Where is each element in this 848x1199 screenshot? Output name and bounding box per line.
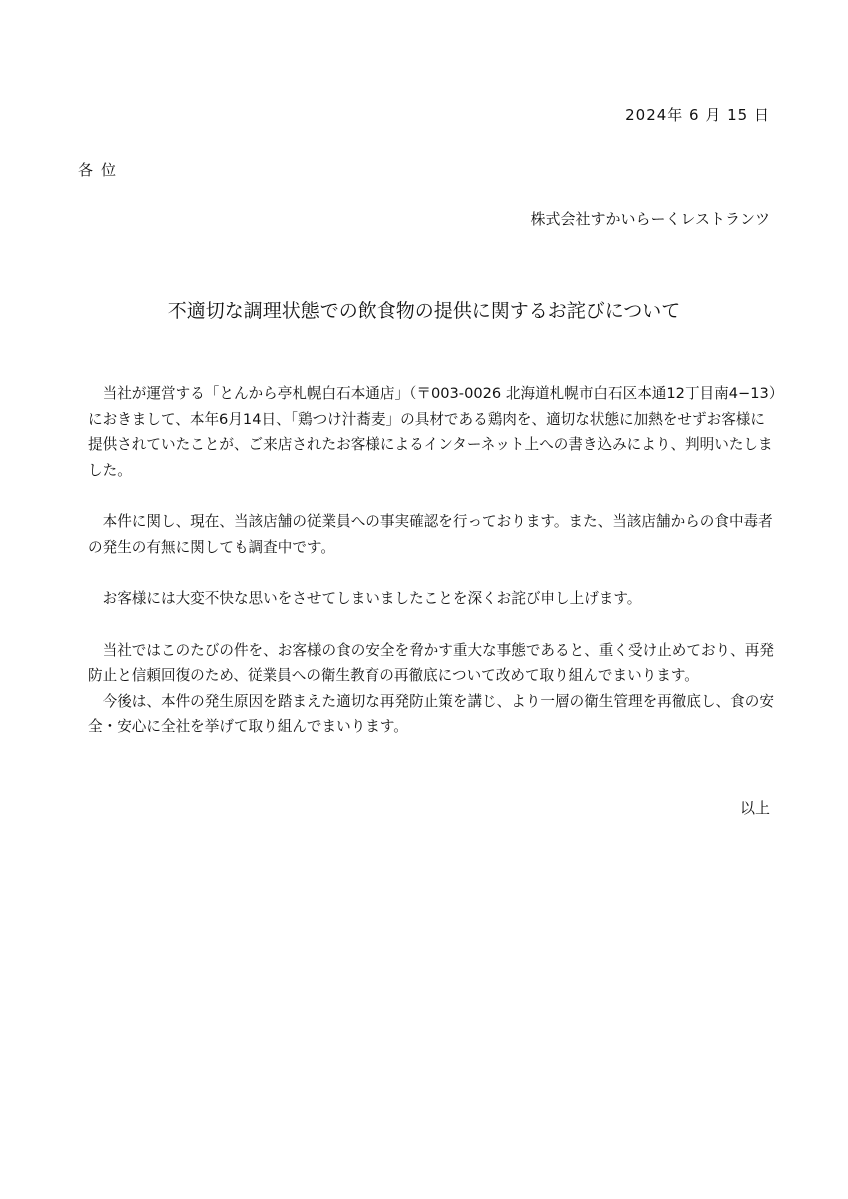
document-date: 2024年 6 月 15 日 <box>625 106 770 124</box>
company-name: 株式会社すかいらーくレストランツ <box>530 210 770 228</box>
paragraph-apology: お客様には大変不快な思いをさせてしまいましたことを深くお詫び申し上げます。 <box>102 590 642 607</box>
paragraph-response: 当社ではこのたびの件を、お客様の食の安全を脅かす重大な事態であると、重く受け止めており、再発防止と信頼回復のため、従業員への衛生教育の再徹底について改めて取り組んでまいります。 <box>88 641 774 684</box>
document-title: 不適切な調理状態での飲食物の提供に関するお詫びについて <box>167 300 681 322</box>
closing-mark: 以上 <box>739 799 770 817</box>
addressee: 各位 <box>78 161 125 179</box>
letter-body <box>88 381 778 740</box>
paragraph-investigation: 本件に関し、現在、当該店舗の従業員への事実確認を行っております。また、当該店舗からの食中毒者の発生の有無に関しても調査中です。 <box>88 513 773 556</box>
paragraph-incident: 当社が運営する「とんから亭札幌白石本通店」（〒003-0026 北海道札幌市白石区本通12丁目南4−13）におきまして、本年6月14日、「鶏つけ汁蕎麦」の具材である鶏肉を、適切な状態に加熱をせずお客様に提供されていたことが、ご来店されたお客様によるインターネット上への書き込みにより、判明いたしました。 <box>88 385 777 479</box>
paragraph-prevention: 今後は、本件の発生原因を踏まえた適切な再発防止策を講じ、より一層の衛生管理を再徹底し、食の安全・安心に全社を挙げて取り組んでまいります。 <box>88 692 774 735</box>
